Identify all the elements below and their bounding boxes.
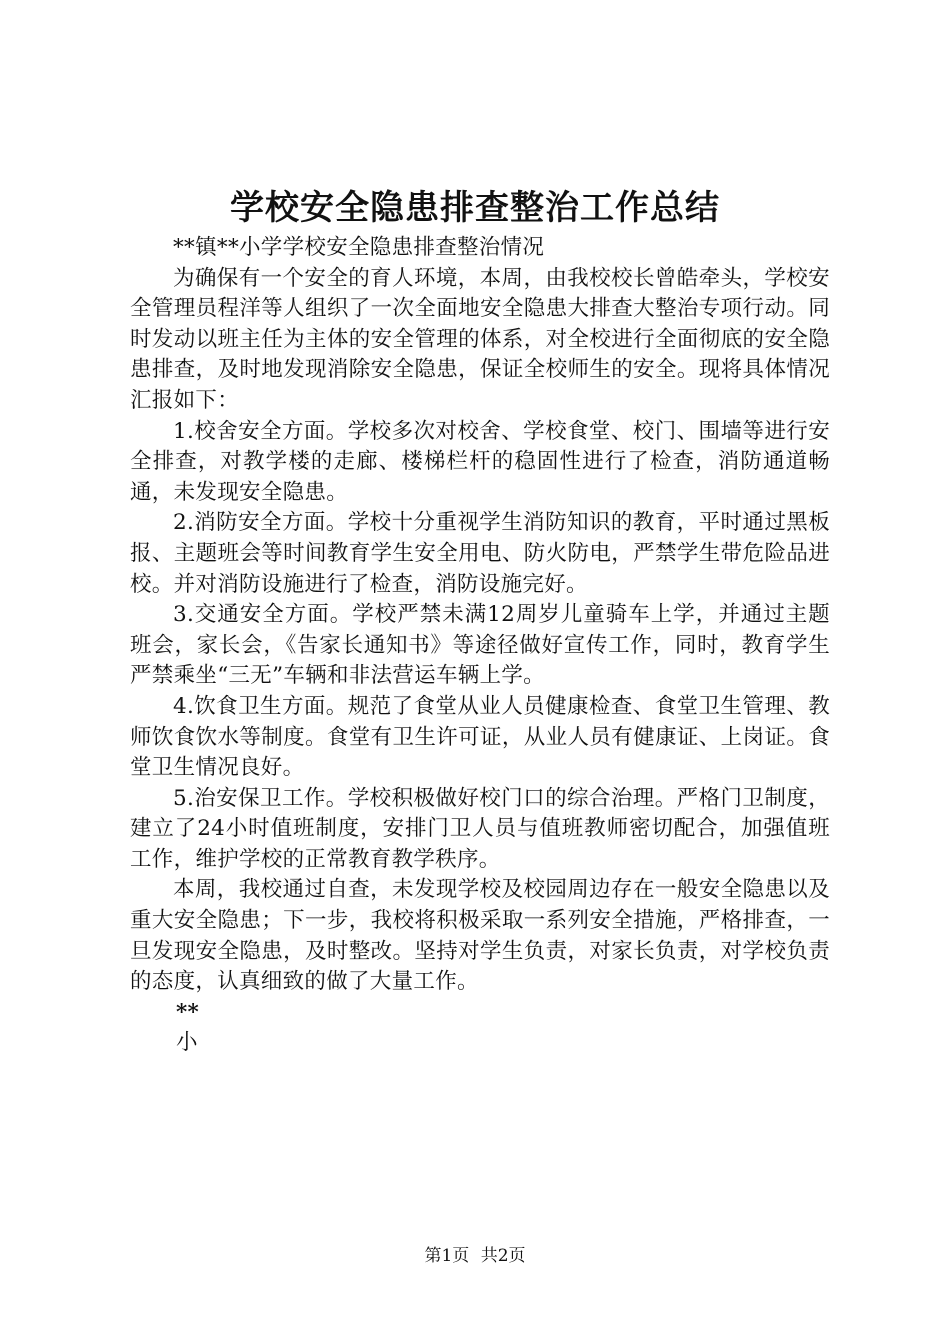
paragraph-item-5: 5.治安保卫工作。学校积极做好校门口的综合治理。严格门卫制度，建立了24小时值班制度，安排门卫人员与值班教师密切配合，加强值班工作，维护学校的正常教育教学秩序。 bbox=[130, 785, 830, 872]
page-number: 第1页 bbox=[424, 1246, 470, 1266]
paragraph-intro: 为确保有一个安全的育人环境，本周，由我校校长曾皓牵头，学校安全管理员程洋等人组织了一次全面地安全隐患大排查大整治专项行动。同时发动以班主任为主体的安全管理的体系，对全校进行全面彻底的安全隐患排查，及时地发现消除安全隐患，保证全校师生的安全。现将具体情况汇报如下： bbox=[130, 265, 830, 413]
paragraph-item-3: 3.交通安全方面。学校严禁未满12周岁儿童骑车上学，并通过主题班会，家长会，《告家长通知书》等途径做好宣传工作，同时，教育学生严禁乘坐“三无”车辆和非法营运车辆上学。 bbox=[130, 602, 830, 689]
document-body bbox=[130, 233, 830, 1059]
document-title: 学校安全隐患排查整治工作总结 bbox=[230, 188, 720, 228]
paragraph-item-2: 2.消防安全方面。学校十分重视学生消防知识的教育，平时通过黑板报、主题班会等时间教育学生安全用电、防火防电，严禁学生带危险品进校。并对消防设施进行了检查，消防设施完好。 bbox=[130, 510, 830, 597]
signoff-line-1: ** bbox=[176, 999, 200, 1025]
paragraph-item-4: 4.饮食卫生方面。规范了食堂从业人员健康检查、食堂卫生管理、教师饮食饮水等制度。食堂有卫生许可证，从业人员有健康证、上岗证。食堂卫生情况良好。 bbox=[130, 693, 830, 781]
paragraph-item-1: 1.校舍安全方面。学校多次对校舍、学校食堂、校门、围墙等进行安全排查，对教学楼的走廊、楼梯栏杆的稳固性进行了检查，消防通道畅通，未发现安全隐患。 bbox=[130, 418, 830, 505]
paragraph-conclusion: 本周，我校通过自查，未发现学校及校园周边存在一般安全隐患以及重大安全隐患；下一步，我校将积极采取一系列安全措施，严格排查，一旦发现安全隐患，及时整改。坚持对学生负责，对家长负责，对学校负责的态度，认真细致的做了大量工作。 bbox=[130, 877, 830, 995]
signoff-line-2: 小 bbox=[176, 1030, 198, 1056]
page-total: 共2页 bbox=[480, 1246, 526, 1266]
subtitle-line: **镇**小学学校安全隐患排查整治情况 bbox=[173, 235, 545, 260]
page-footer bbox=[0, 1244, 950, 1268]
